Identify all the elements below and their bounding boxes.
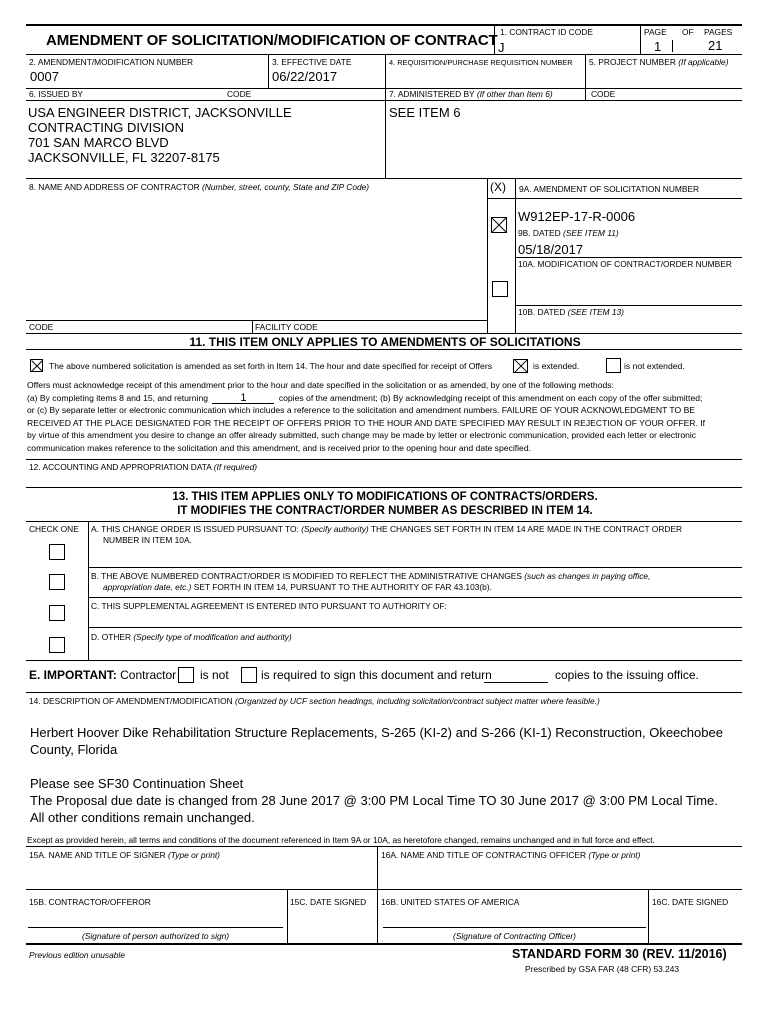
option-b-checkbox[interactable] [49,574,65,590]
of-label: OF [682,27,694,37]
contractor-label [29,182,369,192]
address-line: CONTRACTING DIVISION [28,120,185,135]
signer-name-label-text: 15A. NAME AND TITLE OF SIGNER [29,850,166,860]
administered-by-label [389,89,553,99]
contractor-note: (Number, street, county, State and ZIP Code) [201,182,370,192]
amendment-number-value: 0007 [30,69,59,84]
dated-9b-label [518,228,619,238]
contractor-signature-caption [28,931,283,941]
signer-name-label [29,850,220,860]
option-d-pre: D. OTHER [91,632,132,642]
description-label [29,696,600,706]
is-required-label: is required to sign this document and return [261,668,492,682]
address-line: USA ENGINEER DISTRICT, JACKSONVILLE [28,105,292,120]
contractor-date-label: 15C. DATE SIGNED [290,897,367,907]
item11-line3a: (a) By completing items 8 and 15, and returning [27,392,209,403]
page-number: 1 [654,39,662,54]
option-b-line1-pre: B. THE ABOVE NUMBERED CONTRACT/ORDER IS MODIFIED TO REFLECT THE ADMINISTRATIVE CHANGES [91,571,522,581]
not-extended-checkbox[interactable] [606,358,621,373]
description-note: (Organized by UCF section headings, including solicitation/contract subject matter where feasible.) [234,696,600,706]
contract-id-label: 1. CONTRACT ID CODE [500,27,593,37]
item11-text [27,379,705,454]
option-b-line2 [91,582,650,593]
administered-by-value: SEE ITEM 6 [389,105,461,120]
officer-name-label [381,850,640,860]
effective-date-value: 06/22/2017 [272,69,338,84]
description-para1-line2: County, Florida [30,742,118,757]
issued-by-address [28,105,292,165]
option-a-checkbox[interactable] [49,544,65,560]
contractor-label-text: 8. NAME AND ADDRESS OF CONTRACTOR [29,182,200,192]
item11-solicitation-checkbox[interactable] [30,359,43,372]
is-not-label: is not [200,668,229,682]
accounting-label [29,462,257,472]
copies-count-field[interactable] [212,393,274,404]
item13-heading-1: 13. THIS ITEM APPLIES ONLY TO MODIFICATIONS OF CONTRACTS/ORDERS. [172,491,598,503]
project-number-label [589,57,728,67]
address-line: JACKSONVILLE, FL 32207-8175 [28,150,220,165]
option-b-line1-note: (such as changes in paying office, [524,571,651,581]
option-b-line1 [91,571,650,582]
signer-name-note: (Type or print) [168,850,220,860]
page-label: PAGE [644,27,667,37]
item11-line6: by virtue of this amendment you desire to change an offer already submitted, such change may be made by letter or electronic communication, provided each letter or electronic [27,430,697,440]
dated-10b-label [518,307,624,317]
item11-line5: RECEIVED AT THE PLACE DESIGNATED FOR THE RECEIPT OF OFFERS PRIOR TO THE HOUR AND DATE SPECIFIED MAY RESULT IN REJECTION OF YOUR OFFER. If [27,417,706,428]
form-number: STANDARD FORM 30 (REV. 11/2016) [512,947,727,961]
item11-line3b: copies of the amendment; (b) By acknowledging receipt of this amendment on each copy of the offer submitted; [278,392,703,403]
effective-date-label: 3. EFFECTIVE DATE [272,57,352,67]
usa-label: 16B. UNITED STATES OF AMERICA [381,897,520,907]
contractor-offeror-label: 15B. CONTRACTOR/OFFEROR [29,897,151,907]
facility-code-label: FACILITY CODE [255,322,318,332]
is-required-checkbox[interactable] [241,667,257,683]
check-one-label: CHECK ONE [29,524,79,534]
description-label-text: 14. DESCRIPTION OF AMENDMENT/MODIFICATION [29,696,233,706]
contractor-signature-caption-text: (Signature of person authorized to sign) [81,931,230,941]
dated-10b-note: (SEE ITEM 13) [567,307,624,317]
option-a-text [91,524,682,546]
description-para2-line2: The Proposal due date is changed from 28 June 2017 @ 3:00 PM Local Time TO 30 June 2017 @ 3:00 PM Local Time. [30,793,718,808]
contractor-signature-line[interactable] [28,905,283,927]
address-line: 701 SAN MARCO BLVD [28,135,169,150]
extended-label: is extended. [533,361,580,371]
officer-signature-line[interactable] [383,905,646,927]
description-spacer [30,758,723,775]
important-contractor: Contractor [120,668,177,682]
accounting-note: (If required) [213,462,258,472]
except-statement: Except as provided herein, all terms and conditions of the document referenced in Item 9A or 10A, as heretofore changed, remains unchanged and in full force and effect. [27,835,655,845]
amendment-solicitation-label: 9A. AMENDMENT OF SOLICITATION NUMBER [519,184,700,194]
administered-by-label-text: 7. ADMINISTERED BY [389,89,475,99]
option-d-text [91,632,292,642]
officer-date-label: 16C. DATE SIGNED [652,897,729,907]
contract-id-value: J [498,40,505,55]
important-row [29,668,176,682]
prescribed-by: Prescribed by GSA FAR (48 CFR) 53.243 [525,964,680,974]
project-number-note: (If applicable) [678,57,729,67]
not-extended-label: is not extended. [624,361,685,371]
officer-signature-caption [383,931,646,941]
project-number-label-text: 5. PROJECT NUMBER [589,57,676,67]
pages-label: PAGES [704,27,733,37]
previous-edition-note [29,950,125,960]
item11-line1: The above numbered solicitation is amended as set forth in Item 14. The hour and date specified for receipt of Offers [49,361,492,371]
copies-label: copies to the issuing office. [555,668,699,682]
officer-name-label-text: 16A. NAME AND TITLE OF CONTRACTING OFFICER [381,850,587,860]
x-column-label: (X) [490,180,506,194]
option-b-line2-note: appropriation date, etc.) [103,582,192,592]
issued-by-label: 6. ISSUED BY [29,89,83,99]
item11-line4: or (c) By separate letter or electronic communication which includes a reference to the solicitation and amendment numbers. FAILURE OF YOUR ACKNOWLEDGMENT TO BE [27,405,696,415]
option-a-line2: NUMBER IN ITEM 10A. [103,535,192,545]
copies-return-field[interactable] [484,682,548,683]
form-title: AMENDMENT OF SOLICITATION/MODIFICATION OF CONTRACT [46,32,498,49]
option-c-text: C. THIS SUPPLEMENTAL AGREEMENT IS ENTERED INTO PURSUANT TO AUTHORITY OF: [91,601,447,611]
administered-code-label: CODE [591,89,616,99]
modification-checkbox[interactable] [492,281,508,297]
option-a-line1-pre: A. THIS CHANGE ORDER IS ISSUED PURSUANT TO: [91,524,299,534]
option-c-checkbox[interactable] [49,605,65,621]
code-label: CODE [29,322,54,332]
amendment-solicitation-value: W912EP-17-R-0006 [518,209,636,224]
important-label: E. IMPORTANT: [29,668,117,682]
issued-by-code-label: CODE [227,89,252,99]
extended-checkbox[interactable] [513,359,528,373]
option-b-line2-post: SET FORTH IN ITEM 14, PURSUANT TO THE AUTHORITY OF FAR 43.103(b). [193,582,492,592]
option-a-line1-note: (Specify authority) [301,524,369,534]
is-not-checkbox[interactable] [178,667,194,683]
amendment-number-label: 2. AMENDMENT/MODIFICATION NUMBER [29,57,194,67]
item11-line2: Offers must acknowledge receipt of this amendment prior to the hour and date specified in the solicitation or as amended, by one of the following methods: [27,380,614,390]
description-body [30,724,723,826]
description-para2-line3: All other conditions remain unchanged. [30,810,255,825]
item11-heading: 11. THIS ITEM ONLY APPLIES TO AMENDMENTS OF SOLICITATIONS [189,335,581,349]
dated-9b-value: 05/18/2017 [518,242,584,257]
option-a-line1-post: THE CHANGES SET FORTH IN ITEM 14 ARE MADE IN THE CONTRACT ORDER [370,524,683,534]
dated-10b-label-text: 10B. DATED [518,307,566,317]
description-para2-line1: Please see SF30 Continuation Sheet [30,776,244,791]
administered-by-note: (If other than Item 6) [476,89,553,99]
officer-signature-caption-text: (Signature of Contracting Officer) [453,931,576,941]
dated-9b-note: (SEE ITEM 11) [563,228,619,238]
item11-line3 [27,392,705,405]
amendment-solicitation-checkbox[interactable] [491,217,507,233]
option-a-line1 [91,524,682,535]
item13-heading-2: IT MODIFIES THE CONTRACT/ORDER NUMBER AS DESCRIBED IN ITEM 14. [177,505,593,517]
dated-9b-label-text: 9B. DATED [518,228,561,238]
officer-name-note: (Type or print) [588,850,641,860]
accounting-label-text: 12. ACCOUNTING AND APPROPRIATION DATA [29,462,212,472]
option-d-checkbox[interactable] [49,637,65,653]
description-para1-line1: Herbert Hoover Dike Rehabilitation Structure Replacements, S-265 (KI-2) and S-266 (KI-1) Reconstruction, Okeechobee [30,725,723,740]
total-pages: 21 [708,38,723,53]
item11-line7: communication makes reference to the solicitation and this amendment, and is received prior to the opening hour and date specified. [27,442,531,453]
previous-edition-text: Previous edition unusable [29,950,125,960]
copies-count-value: 1 [240,391,247,404]
modification-number-label: 10A. MODIFICATION OF CONTRACT/ORDER NUMBER [518,259,732,269]
option-b-text [91,571,650,593]
requisition-number-label: 4. REQUISITION/PURCHASE REQUISITION NUMBER [389,58,573,67]
option-d-note: (Specify type of modification and authority) [133,632,292,642]
